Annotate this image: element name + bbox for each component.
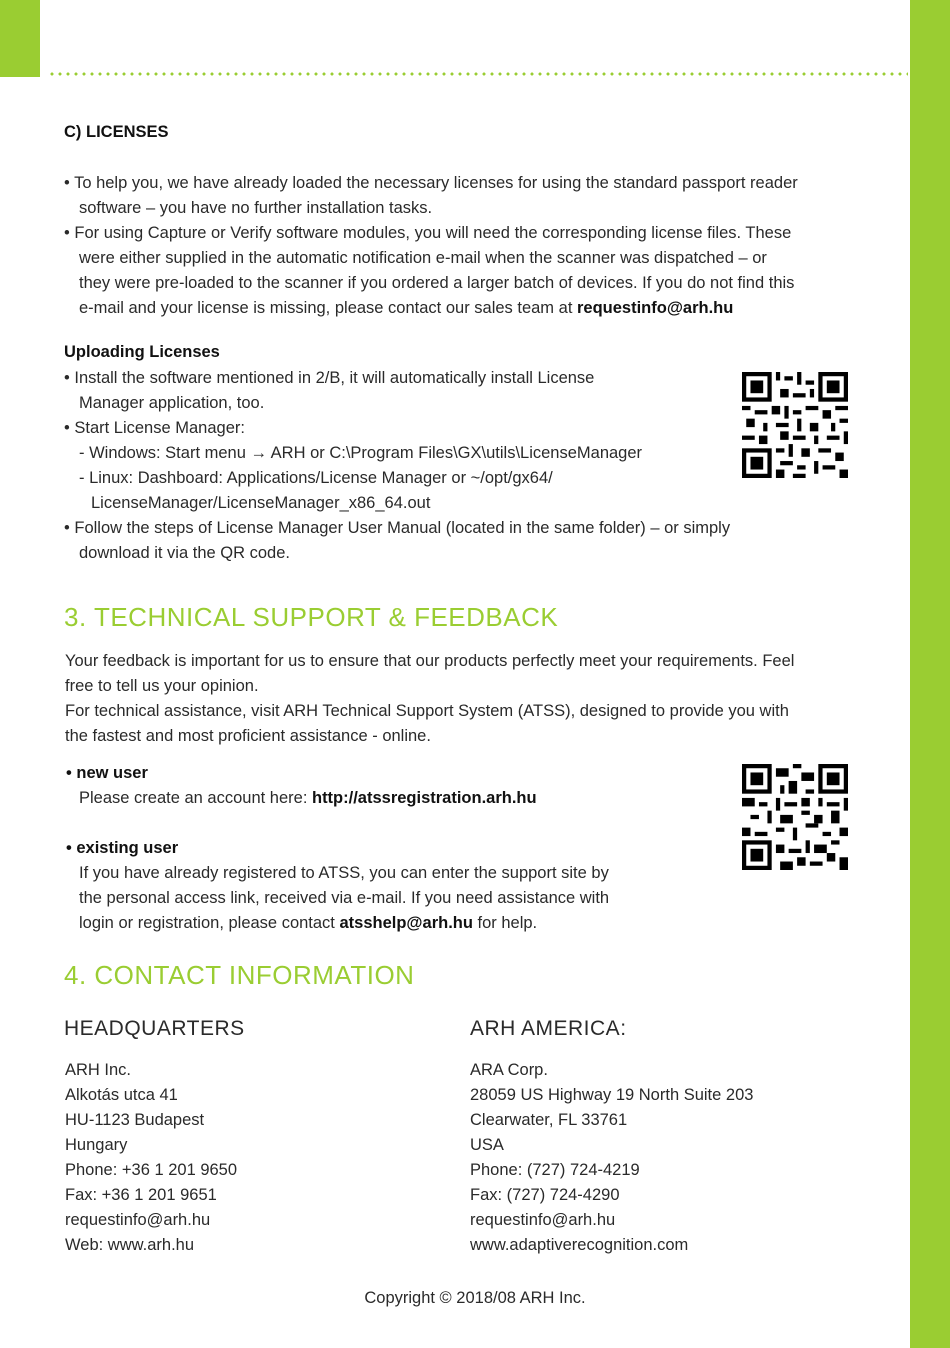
uploading-line-8: download it via the QR code. xyxy=(79,544,290,562)
licenses-bullet-2-line-3: they were pre-loaded to the scanner if you ordered a larger batch of devices. If you do not find this xyxy=(79,274,795,292)
america-line-street: 28059 US Highway 19 North Suite 203 xyxy=(470,1086,754,1104)
license-manual-qr-code-icon[interactable] xyxy=(742,372,848,478)
america-web-link[interactable]: www.adaptiverecognition.com xyxy=(470,1236,689,1254)
atss-registration-link[interactable]: http://atssregistration.arh.hu xyxy=(311,789,537,807)
licenses-bullet-2-line-4-text: e-mail and your license is missing, please contact our sales team at xyxy=(79,299,577,317)
uploading-line-1: • Install the software mentioned in 2/B, it will automatically install License xyxy=(64,369,595,387)
hq-email-link[interactable]: requestinfo@arh.hu xyxy=(65,1211,211,1229)
uploading-line-2: Manager application, too. xyxy=(79,394,265,412)
support-intro-line-2: free to tell us your opinion. xyxy=(65,677,259,695)
uploading-heading: Uploading Licenses xyxy=(64,343,220,361)
existing-user-label: • existing user xyxy=(66,839,179,857)
hq-line-city: HU-1123 Budapest xyxy=(65,1111,205,1129)
hq-web-link[interactable]: Web: www.arh.hu xyxy=(65,1236,195,1254)
uploading-line-6: LicenseManager/LicenseManager_x86_64.out xyxy=(91,494,431,512)
support-heading: 3. TECHNICAL SUPPORT & FEEDBACK xyxy=(64,602,559,632)
uploading-line-5: - Linux: Dashboard: Applications/License Manager or ~/opt/gx64/ xyxy=(79,469,553,487)
licenses-bullet-2-line-4 xyxy=(79,296,733,321)
america-title: ARH AMERICA: xyxy=(470,1017,627,1040)
left-accent-bar xyxy=(0,0,40,77)
america-line-fax: Fax: (727) 724-4290 xyxy=(470,1186,620,1204)
right-accent-bar xyxy=(910,0,950,1348)
uploading-line-7: • Follow the steps of License Manager User Manual (located in the same folder) – or simply xyxy=(64,519,731,537)
atss-help-email-link[interactable]: atsshelp@arh.hu xyxy=(339,914,473,932)
contact-heading: 4. CONTACT INFORMATION xyxy=(64,960,415,990)
america-line-phone: Phone: (727) 724-4219 xyxy=(470,1161,640,1179)
sales-email-link[interactable]: requestinfo@arh.hu xyxy=(576,299,734,317)
america-email-link[interactable]: requestinfo@arh.hu xyxy=(470,1211,616,1229)
support-intro-line-4: the fastest and most proficient assistance - online. xyxy=(65,727,431,745)
existing-user-line-1: If you have already registered to ATSS, you can enter the support site by xyxy=(79,864,609,882)
hq-line-street: Alkotás utca 41 xyxy=(65,1086,178,1104)
america-line-company: ARA Corp. xyxy=(470,1061,548,1079)
dotted-divider xyxy=(48,72,908,76)
new-user-line xyxy=(79,786,537,811)
copyright: Copyright © 2018/08 ARH Inc. xyxy=(364,1289,586,1307)
hq-address xyxy=(65,1058,237,1258)
existing-user-line-3-text: login or registration, please contact xyxy=(79,914,340,932)
america-address xyxy=(470,1058,753,1258)
licenses-bullet-2-line-1: • For using Capture or Verify software modules, you will need the corresponding license files. These xyxy=(64,224,792,242)
support-intro-line-1: Your feedback is important for us to ensure that our products perfectly meet your requirements. Feel xyxy=(65,652,795,670)
hq-line-phone: Phone: +36 1 201 9650 xyxy=(65,1161,238,1179)
hq-line-country: Hungary xyxy=(65,1136,128,1154)
america-line-city: Clearwater, FL 33761 xyxy=(470,1111,628,1129)
existing-user-suffix: for help. xyxy=(472,914,538,932)
hq-title: HEADQUARTERS xyxy=(64,1017,245,1040)
hq-line-fax: Fax: +36 1 201 9651 xyxy=(65,1186,217,1204)
new-user-label: • new user xyxy=(66,764,148,782)
uploading-line-4: - Windows: Start menu → ARH or C:\Program Files\GX\utils\LicenseManager xyxy=(79,444,643,462)
atss-qr-code-icon[interactable] xyxy=(742,764,848,870)
support-intro-line-3: For technical assistance, visit ARH Technical Support System (ATSS), designed to provide you with xyxy=(65,702,789,720)
licenses-bullet-1-line-2: software – you have no further installation tasks. xyxy=(79,199,433,217)
licenses-bullet-2-line-2: were either supplied in the automatic notification e-mail when the scanner was dispatched – or xyxy=(79,249,767,267)
existing-user-line-3 xyxy=(79,911,537,936)
hq-line-company: ARH Inc. xyxy=(65,1061,132,1079)
existing-user-line-2: the personal access link, received via e-mail. If you need assistance with xyxy=(79,889,610,907)
new-user-text: Please create an account here: xyxy=(79,789,312,807)
uploading-line-3: • Start License Manager: xyxy=(64,419,245,437)
america-line-country: USA xyxy=(470,1136,504,1154)
licenses-bullet-1-line-1: • To help you, we have already loaded the necessary licenses for using the standard passport reader xyxy=(64,174,798,192)
licenses-heading: C) LICENSES xyxy=(64,123,169,141)
